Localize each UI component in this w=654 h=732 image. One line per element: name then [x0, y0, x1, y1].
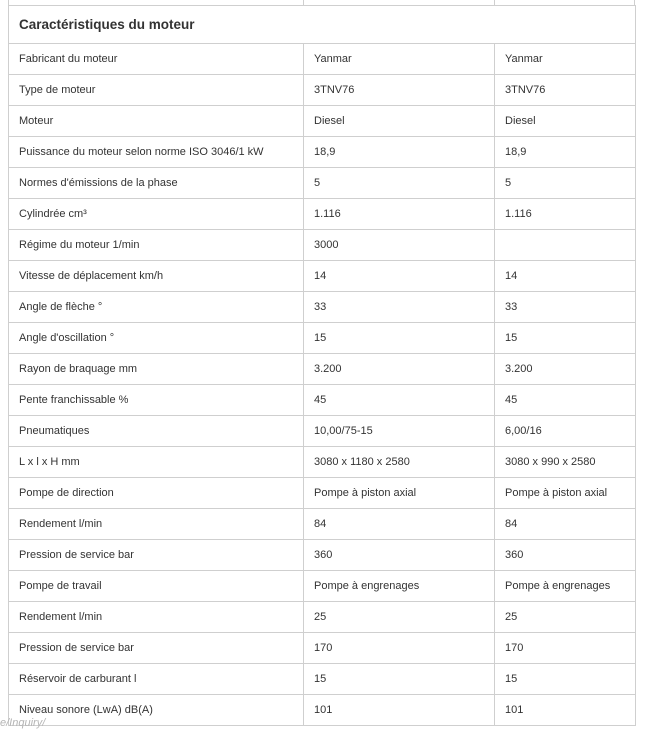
table-row	[9, 323, 636, 354]
spec-value-model-2	[495, 230, 636, 261]
spec-value-model-2: 25	[495, 602, 636, 633]
spec-value-model-1: 5	[304, 168, 495, 199]
spec-value-model-1: 3.200	[304, 354, 495, 385]
section-title: Caractéristiques du moteur	[9, 6, 636, 44]
footer-url-fragment: e/Inquiry/	[0, 717, 46, 729]
spec-value-model-1: 14	[304, 261, 495, 292]
spec-value-model-1: 15	[304, 323, 495, 354]
spec-value-model-2: 45	[495, 385, 636, 416]
spec-value-model-2: Pompe à piston axial	[495, 478, 636, 509]
spec-value-model-1: 10,00/75-15	[304, 416, 495, 447]
spec-value-model-2: 15	[495, 664, 636, 695]
spec-label: Niveau sonore (LwA) dB(A)	[9, 695, 304, 726]
spec-value-model-2: 3.200	[495, 354, 636, 385]
spec-value-model-1: 101	[304, 695, 495, 726]
spec-value-model-1: 84	[304, 509, 495, 540]
table-row	[9, 354, 636, 385]
spec-value-model-1: 1.116	[304, 199, 495, 230]
table-row	[9, 695, 636, 726]
table-row	[9, 416, 636, 447]
table-row	[9, 633, 636, 664]
spec-value-model-1: Pompe à piston axial	[304, 478, 495, 509]
spec-value-model-1: 33	[304, 292, 495, 323]
table-row	[9, 106, 636, 137]
spec-value-model-2: 360	[495, 540, 636, 571]
spec-value-model-1: Yanmar	[304, 44, 495, 75]
spec-value-model-2: 170	[495, 633, 636, 664]
spec-label: L x l x H mm	[9, 447, 304, 478]
table-row	[9, 540, 636, 571]
section-header-row	[9, 6, 636, 44]
table-row	[9, 44, 636, 75]
spec-value-model-1: 15	[304, 664, 495, 695]
spec-label: Pneumatiques	[9, 416, 304, 447]
spec-label: Réservoir de carburant l	[9, 664, 304, 695]
spec-value-model-1: 25	[304, 602, 495, 633]
spec-value-model-2: 18,9	[495, 137, 636, 168]
spec-value-model-2: 84	[495, 509, 636, 540]
spec-label: Puissance du moteur selon norme ISO 3046/1 kW	[9, 137, 304, 168]
table-row	[9, 230, 636, 261]
spec-label: Rayon de braquage mm	[9, 354, 304, 385]
spec-label: Angle de flèche °	[9, 292, 304, 323]
spec-label: Normes d'émissions de la phase	[9, 168, 304, 199]
spec-value-model-1: 360	[304, 540, 495, 571]
spec-label: Fabricant du moteur	[9, 44, 304, 75]
spec-label: Type de moteur	[9, 75, 304, 106]
spec-value-model-2: Pompe à engrenages	[495, 571, 636, 602]
spec-label: Cylindrée cm³	[9, 199, 304, 230]
spec-value-model-2: 3080 x 990 x 2580	[495, 447, 636, 478]
spec-label: Moteur	[9, 106, 304, 137]
spec-value-model-1: 3080 x 1180 x 2580	[304, 447, 495, 478]
spec-label: Pompe de direction	[9, 478, 304, 509]
spec-value-model-1: 45	[304, 385, 495, 416]
spec-value-model-2: 6,00/16	[495, 416, 636, 447]
spec-value-model-2: 101	[495, 695, 636, 726]
spec-label: Pente franchissable %	[9, 385, 304, 416]
spec-value-model-2: 14	[495, 261, 636, 292]
spec-value-model-2: 3TNV76	[495, 75, 636, 106]
spec-value-model-2: 33	[495, 292, 636, 323]
table-row	[9, 664, 636, 695]
spec-value-model-2: 15	[495, 323, 636, 354]
table-row	[9, 199, 636, 230]
spec-value-model-1: 170	[304, 633, 495, 664]
spec-value-model-2: Yanmar	[495, 44, 636, 75]
spec-value-model-2: Diesel	[495, 106, 636, 137]
spec-label: Rendement l/min	[9, 602, 304, 633]
spec-value-model-1: Pompe à engrenages	[304, 571, 495, 602]
spec-value-model-1: 3TNV76	[304, 75, 495, 106]
table-row	[9, 261, 636, 292]
spec-value-model-1: 18,9	[304, 137, 495, 168]
spec-label: Angle d'oscillation °	[9, 323, 304, 354]
table-row	[9, 168, 636, 199]
table-row	[9, 75, 636, 106]
table-row	[9, 509, 636, 540]
table-row	[9, 602, 636, 633]
table-row	[9, 137, 636, 168]
spec-value-model-2: 1.116	[495, 199, 636, 230]
spec-label: Pression de service bar	[9, 540, 304, 571]
table-row	[9, 571, 636, 602]
table-row	[9, 292, 636, 323]
spec-value-model-1: Diesel	[304, 106, 495, 137]
table-row	[9, 385, 636, 416]
table-row	[9, 478, 636, 509]
spec-value-model-2: 5	[495, 168, 636, 199]
spec-label: Pression de service bar	[9, 633, 304, 664]
spec-label: Rendement l/min	[9, 509, 304, 540]
spec-value-model-1: 3000	[304, 230, 495, 261]
spec-label: Vitesse de déplacement km/h	[9, 261, 304, 292]
spec-label: Pompe de travail	[9, 571, 304, 602]
spec-label: Régime du moteur 1/min	[9, 230, 304, 261]
table-row	[9, 447, 636, 478]
engine-specs-table	[8, 5, 636, 726]
